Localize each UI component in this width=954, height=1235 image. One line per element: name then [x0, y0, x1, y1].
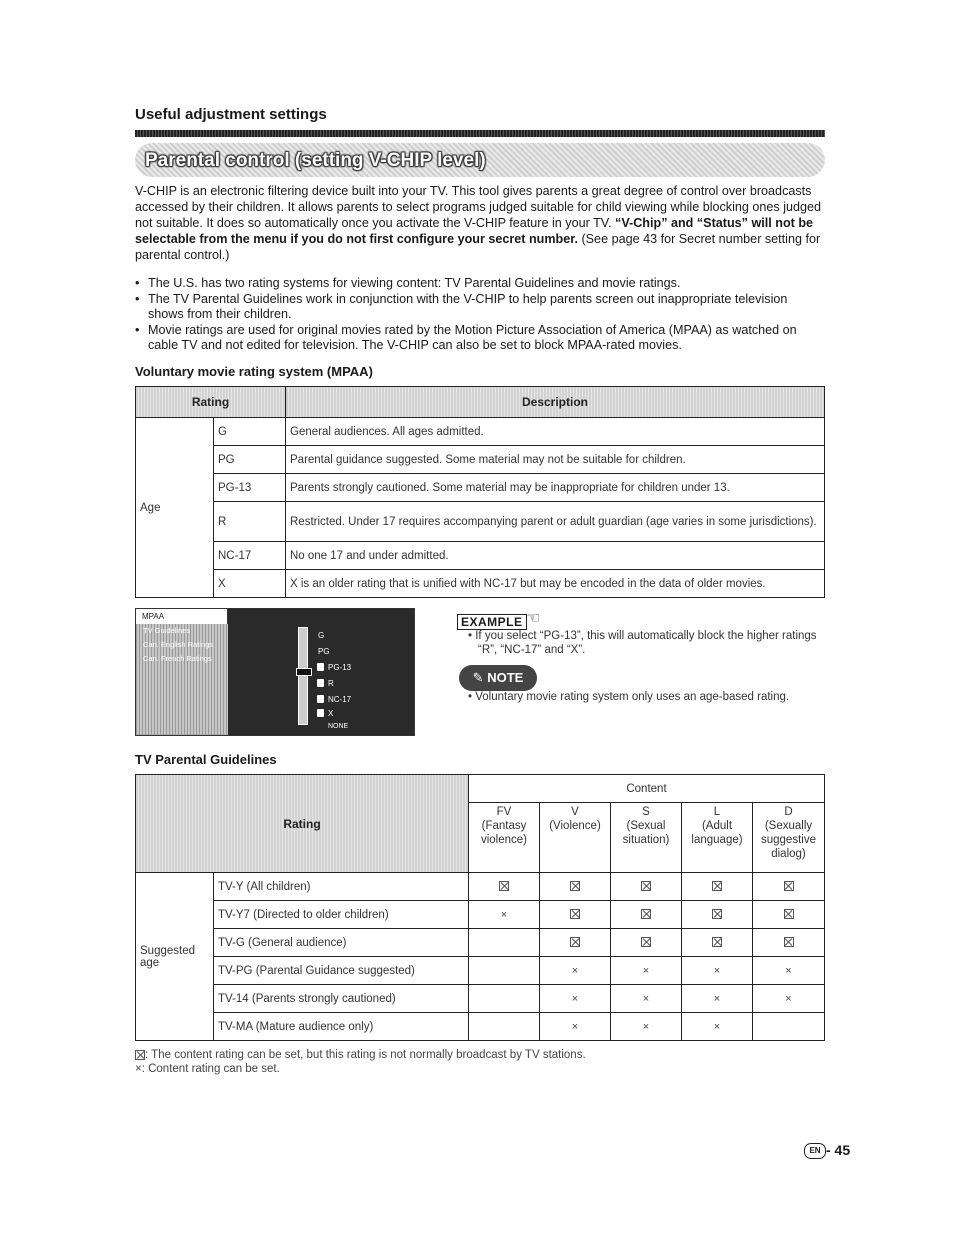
tvpg-cell: [611, 873, 682, 901]
mpaa-col-rating: Rating: [136, 387, 286, 418]
page-number-text: - 45: [826, 1142, 851, 1158]
box-cross-icon: [570, 881, 580, 891]
content-col-v: [540, 803, 611, 873]
mpaa-rating-code: NC-17: [214, 542, 286, 570]
section-label: Useful adjustment settings: [135, 106, 327, 123]
intro-reference: (See page 43 for Secret number setting for parental control.): [135, 232, 821, 262]
tvpg-cell: [540, 901, 611, 929]
note-pencil-icon: ✎: [472, 670, 484, 685]
example-text-content: If you select “PG-13”, this will automatically block the higher ratings “R”, “NC-17” and “X”.: [475, 630, 817, 656]
tvpg-cell: [611, 985, 682, 1013]
mpaa-rating-code: G: [214, 418, 286, 446]
tvpg-cell: [469, 985, 540, 1013]
tvpg-cell: [611, 929, 682, 957]
page-title: Parental control (setting V-CHIP level): [145, 150, 486, 171]
tvpg-cell: [753, 957, 825, 985]
content-col-code: FV: [496, 806, 512, 818]
tvpg-rating-label: TV-14 (Parents strongly cautioned): [214, 985, 469, 1013]
x-mark-icon: ×: [500, 908, 508, 921]
box-cross-icon: [499, 881, 509, 891]
tvpg-col-rating: Rating: [136, 775, 469, 873]
intro-text: V-CHIP is an electronic filtering device built into your TV. This tool gives parents a great degree of control over broadcasts accessed by their children. It allows parents to select programs judged suitable for child viewing while blocking ones judged not suitable. It does so automatically once you activate the V-CHIP feature in your TV.: [135, 184, 822, 230]
box-cross-icon: [712, 937, 722, 947]
mpaa-heading: Voluntary movie rating system (MPAA): [135, 364, 373, 379]
box-cross-icon: [784, 881, 794, 891]
tvpg-content-header: Content: [469, 775, 825, 803]
box-cross-icon: [135, 1050, 145, 1060]
mpaa-rating-code: PG: [214, 446, 286, 474]
mpaa-rating-code: R: [214, 502, 286, 542]
screen-panel: [228, 609, 414, 735]
tvpg-cell: [753, 1013, 825, 1041]
content-col-desc: (Sexually suggestive dialog): [761, 820, 816, 860]
tvpg-cell: [469, 929, 540, 957]
content-col-l: [682, 803, 753, 873]
tvpg-cell: [753, 985, 825, 1013]
screen-tab-mpaa: MPAA: [136, 609, 228, 624]
box-cross-icon: [570, 937, 580, 947]
box-cross-icon: [641, 909, 651, 919]
rating-slider: [298, 627, 308, 725]
x-mark-icon: ×: [785, 964, 792, 977]
tvpg-rating-label: TV-G (General audience): [214, 929, 469, 957]
tvpg-cell: [540, 1013, 611, 1041]
tvpg-cell: [540, 929, 611, 957]
tvpg-cell: [753, 901, 825, 929]
mpaa-rating-desc: General audiences. All ages admitted.: [286, 418, 825, 446]
section-rule: [135, 130, 825, 137]
footnote-x-text: : Content rating can be set.: [141, 1063, 280, 1075]
content-col-code: D: [784, 806, 793, 818]
lock-icon: [317, 663, 324, 671]
x-mark-icon: ×: [713, 992, 721, 1005]
content-col-code: L: [713, 806, 721, 818]
tvpg-cell: [753, 929, 825, 957]
mpaa-rating-desc: X is an older rating that is unified with NC-17 but may be encoded in the data of older movies.: [286, 570, 825, 598]
x-mark-icon: ×: [642, 964, 650, 977]
tvpg-cell: [682, 873, 753, 901]
example-text: • If you select “PG-13”, this will automatically block the higher ratings “R”, “NC-17” and “X”.: [468, 630, 817, 656]
bullet-item: • The U.S. has two rating systems for viewing content: TV Parental Guidelines and movie ratings.: [135, 276, 825, 292]
mpaa-rating-code: X: [214, 570, 286, 598]
tvpg-cell: [540, 957, 611, 985]
x-mark-icon: ×: [785, 992, 792, 1005]
intro-paragraph: [135, 183, 825, 263]
content-col-d: [753, 803, 825, 873]
intro-bold-warning: “V-Chip” and “Status” will not be selectable from the menu if you do not first configure your secret number.: [135, 216, 814, 246]
footnote-box-text: : The content rating can be set, but this rating is not normally broadcast by TV stations.: [145, 1049, 586, 1061]
mpaa-rating-desc: Parental guidance suggested. Some material may not be suitable for children.: [286, 446, 825, 474]
mpaa-col-description: Description: [286, 387, 825, 418]
box-cross-icon: [641, 881, 651, 891]
tvpg-cell: [469, 1013, 540, 1041]
tvpg-cell: [469, 901, 540, 929]
x-mark-icon: ×: [642, 1020, 650, 1033]
slider-knob: [296, 668, 312, 676]
bullet-item: • Movie ratings are used for original movies rated by the Motion Picture Association of America (MPAA) as watched on cable TV and not edited for television. The V-CHIP can also be set to block MPAA-rated movies.: [135, 323, 825, 354]
hand-pointer-icon: ☜: [526, 610, 541, 627]
x-mark-icon: ×: [713, 1020, 721, 1033]
screen-rating-item: NC-17: [328, 695, 352, 704]
mpaa-rating-desc: Parents strongly cautioned. Some material may be inappropriate for children under 13.: [286, 474, 825, 502]
tvpg-cell: [469, 957, 540, 985]
content-col-desc: (Fantasy violence): [480, 820, 528, 846]
note-tag-label: NOTE: [487, 670, 524, 685]
box-cross-icon: [712, 909, 722, 919]
tvpg-cell: [682, 957, 753, 985]
tvpg-rating-label: TV-Y7 (Directed to older children): [214, 901, 469, 929]
content-col-fv: [469, 803, 540, 873]
screen-rating-item: G: [318, 631, 325, 640]
tvpg-cell: [540, 985, 611, 1013]
screen-menu-item: TV Guidelines: [143, 626, 191, 635]
tvpg-heading: TV Parental Guidelines: [135, 752, 277, 767]
tvpg-table: [135, 774, 825, 1041]
screen-rating-item: X: [328, 709, 334, 718]
example-tag: EXAMPLE: [457, 614, 527, 630]
x-mark-icon: ×: [713, 964, 721, 977]
tvpg-rating-label: TV-PG (Parental Guidance suggested): [214, 957, 469, 985]
box-cross-icon: [784, 909, 794, 919]
note-text-content: Voluntary movie rating system only uses an age-based rating.: [475, 691, 790, 703]
note-tag: [459, 665, 537, 691]
box-cross-icon: [784, 937, 794, 947]
mpaa-rating-desc: Restricted. Under 17 requires accompanying parent or adult guardian (age varies in some jurisdictions).: [286, 502, 825, 542]
tvpg-cell: [753, 873, 825, 901]
tvpg-rating-label: TV-Y (All children): [214, 873, 469, 901]
content-col-code: V: [571, 806, 579, 818]
tvpg-body: [136, 873, 825, 1041]
bullet-list: [135, 276, 825, 354]
x-mark-icon: ×: [571, 992, 579, 1005]
lock-icon: [317, 695, 324, 703]
content-col-desc: (Adult language): [691, 820, 743, 846]
screen-menu-item: Can. English Ratings: [143, 640, 214, 649]
mpaa-rating-desc: No one 17 and under admitted.: [286, 542, 825, 570]
tvpg-cell: [611, 1013, 682, 1041]
tvpg-rating-label: TV-MA (Mature audience only): [214, 1013, 469, 1041]
tvpg-cell: [540, 873, 611, 901]
footnote-x: [135, 1062, 586, 1076]
note-text: • Voluntary movie rating system only uses an age-based rating.: [468, 691, 790, 703]
screen-rating-item: NONE: [328, 723, 349, 730]
content-col-desc: (Violence): [549, 820, 601, 832]
screen-rating-item: R: [328, 679, 334, 688]
x-mark-icon: ×: [642, 992, 650, 1005]
footnote-box: [135, 1048, 586, 1062]
content-col-desc: (Sexual situation): [622, 820, 670, 846]
screen-rating-item: PG-13: [328, 663, 352, 672]
tvpg-cell: [682, 1013, 753, 1041]
tvpg-cell: [682, 929, 753, 957]
tvpg-cell: [469, 873, 540, 901]
screen-menu: [136, 624, 228, 734]
box-cross-icon: [641, 937, 651, 947]
mpaa-rating-code: PG-13: [214, 474, 286, 502]
screen-rating-item: PG: [318, 647, 330, 656]
tv-menu-screenshot: [135, 608, 415, 736]
box-cross-icon: [712, 881, 722, 891]
tvpg-cell: [611, 901, 682, 929]
box-cross-icon: [570, 909, 580, 919]
screen-menu-item: Can. French Ratings: [143, 654, 212, 663]
x-mark-symbol: ×: [135, 1063, 142, 1075]
tvpg-cell: [682, 985, 753, 1013]
x-mark-icon: ×: [571, 1020, 579, 1033]
footnotes: [135, 1048, 586, 1076]
tvpg-cell: [682, 901, 753, 929]
bullet-item: • The TV Parental Guidelines work in conjunction with the V-CHIP to help parents screen out inappropriate television shows from their children.: [135, 292, 825, 323]
lock-icon: [317, 679, 324, 687]
lock-icon: [317, 709, 324, 717]
content-col-code: S: [642, 806, 650, 818]
content-col-s: [611, 803, 682, 873]
tvpg-group-label: Suggested age: [136, 873, 214, 1041]
page-number: [804, 1142, 850, 1159]
x-mark-icon: ×: [571, 964, 579, 977]
en-language-badge: EN: [804, 1143, 826, 1159]
mpaa-group-label: Age: [136, 418, 214, 598]
tvpg-cell: [611, 957, 682, 985]
mpaa-table: [135, 386, 825, 598]
